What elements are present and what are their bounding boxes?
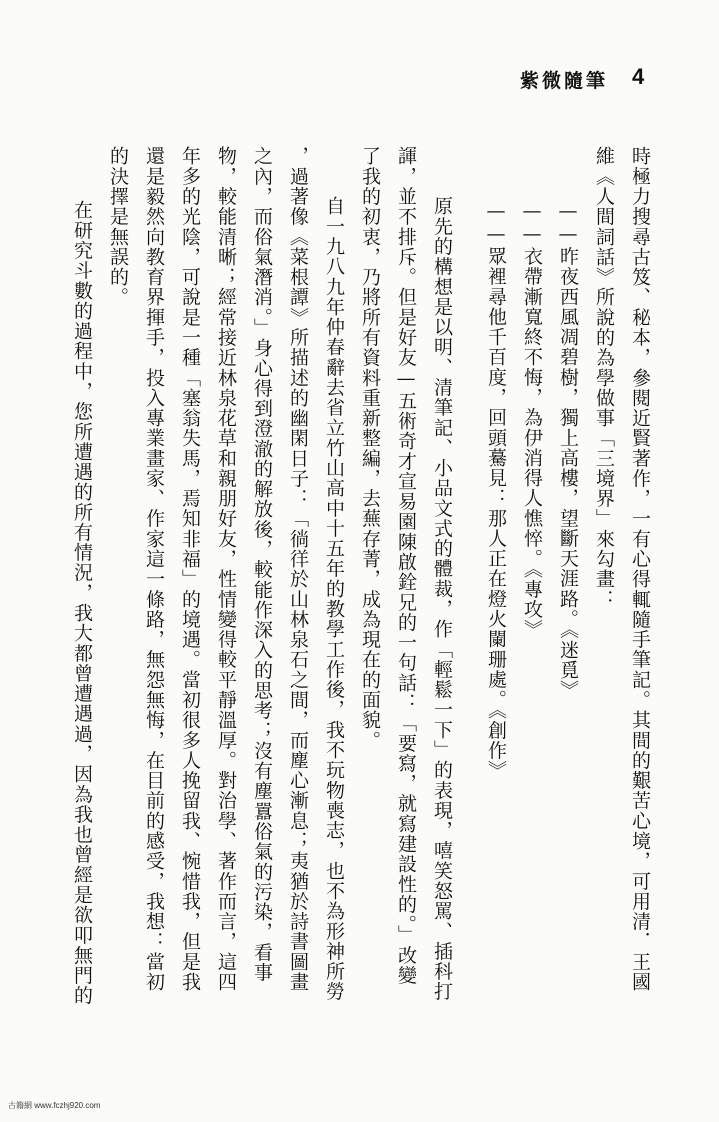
text-column: 自一九八九年仲春辭去省立竹山高中十五年的教學工作後，我不玩物喪志，也不為形神所勞: [323, 196, 345, 1002]
text-column: 諢，並不排斥。但是好友—五術奇才宣易園陳啟銓兄的一句話：「要寫，就寫建設性的。」改變: [395, 146, 417, 986]
text-column: 物，較能清晰；經常接近林泉花草和親朋好友，性情變得較平靜溫厚。對治學、著作而言，這四: [215, 146, 237, 992]
text-column: 在研究斗數的過程中，您所遭遇的所有情況，我大都曾遭遇過，因為我也曾經是欲叩無門的: [71, 200, 93, 1006]
page-header: [520, 66, 670, 96]
poem-line: ——眾裡尋他千百度，回頭驀見：那人正在燈火闌珊處。《創作》: [485, 200, 507, 781]
running-title: 紫微隨筆: [520, 70, 609, 92]
text-column: 還是毅然向教育界揮手，投入專業畫家、作家這一條路，無怨無悔，在目前的感受，我想：當初: [143, 146, 165, 992]
text-column: 維《人間詞話》所說的為學做事「三境界」來勾畫：: [593, 146, 615, 610]
text-column: 時極力搜尋古笈、秘本，參閱近賢著作，一有心得輒隨手筆記。其間的艱苦心境，可用清．王國: [629, 146, 651, 992]
text-column: ，過著像《菜根譚》所描述的幽閑日子：「徜徉於山林泉石之間，而塵心漸息；夷猶於詩書圖畫: [287, 146, 309, 992]
text-column: 的決擇是無誤的。: [107, 146, 129, 308]
text-column: 了我的初衷，乃將所有資料重新整編，去蕪存菁，成為現在的面貌。: [359, 146, 381, 751]
text-column: 之內，而俗氣潛消。」身心得到澄澈的解放後，較能作深入的思考；沒有塵囂俗氣的污染，看事: [251, 146, 273, 983]
poem-line: ——衣帶漸寬終不悔，為伊消得人憔悴。《專攻》: [521, 200, 543, 640]
text-column: 原先的構想是以明、清筆記、小品文式的體裁，作「輕鬆一下」的表現，嘻笑怒罵、插科打: [431, 196, 453, 1002]
watermark: 古籍網 www.fczhj920.com: [8, 1101, 101, 1110]
page-number: 4: [632, 64, 645, 89]
text-column: 年多的光陰，可說是一種「塞翁失馬，焉知非福」的境遇。當初很多人挽留我、惋惜我，但是我: [179, 146, 201, 992]
poem-line: ——昨夜西風凋碧樹，獨上高樓，望斷天涯路。《迷覓》: [557, 200, 579, 700]
